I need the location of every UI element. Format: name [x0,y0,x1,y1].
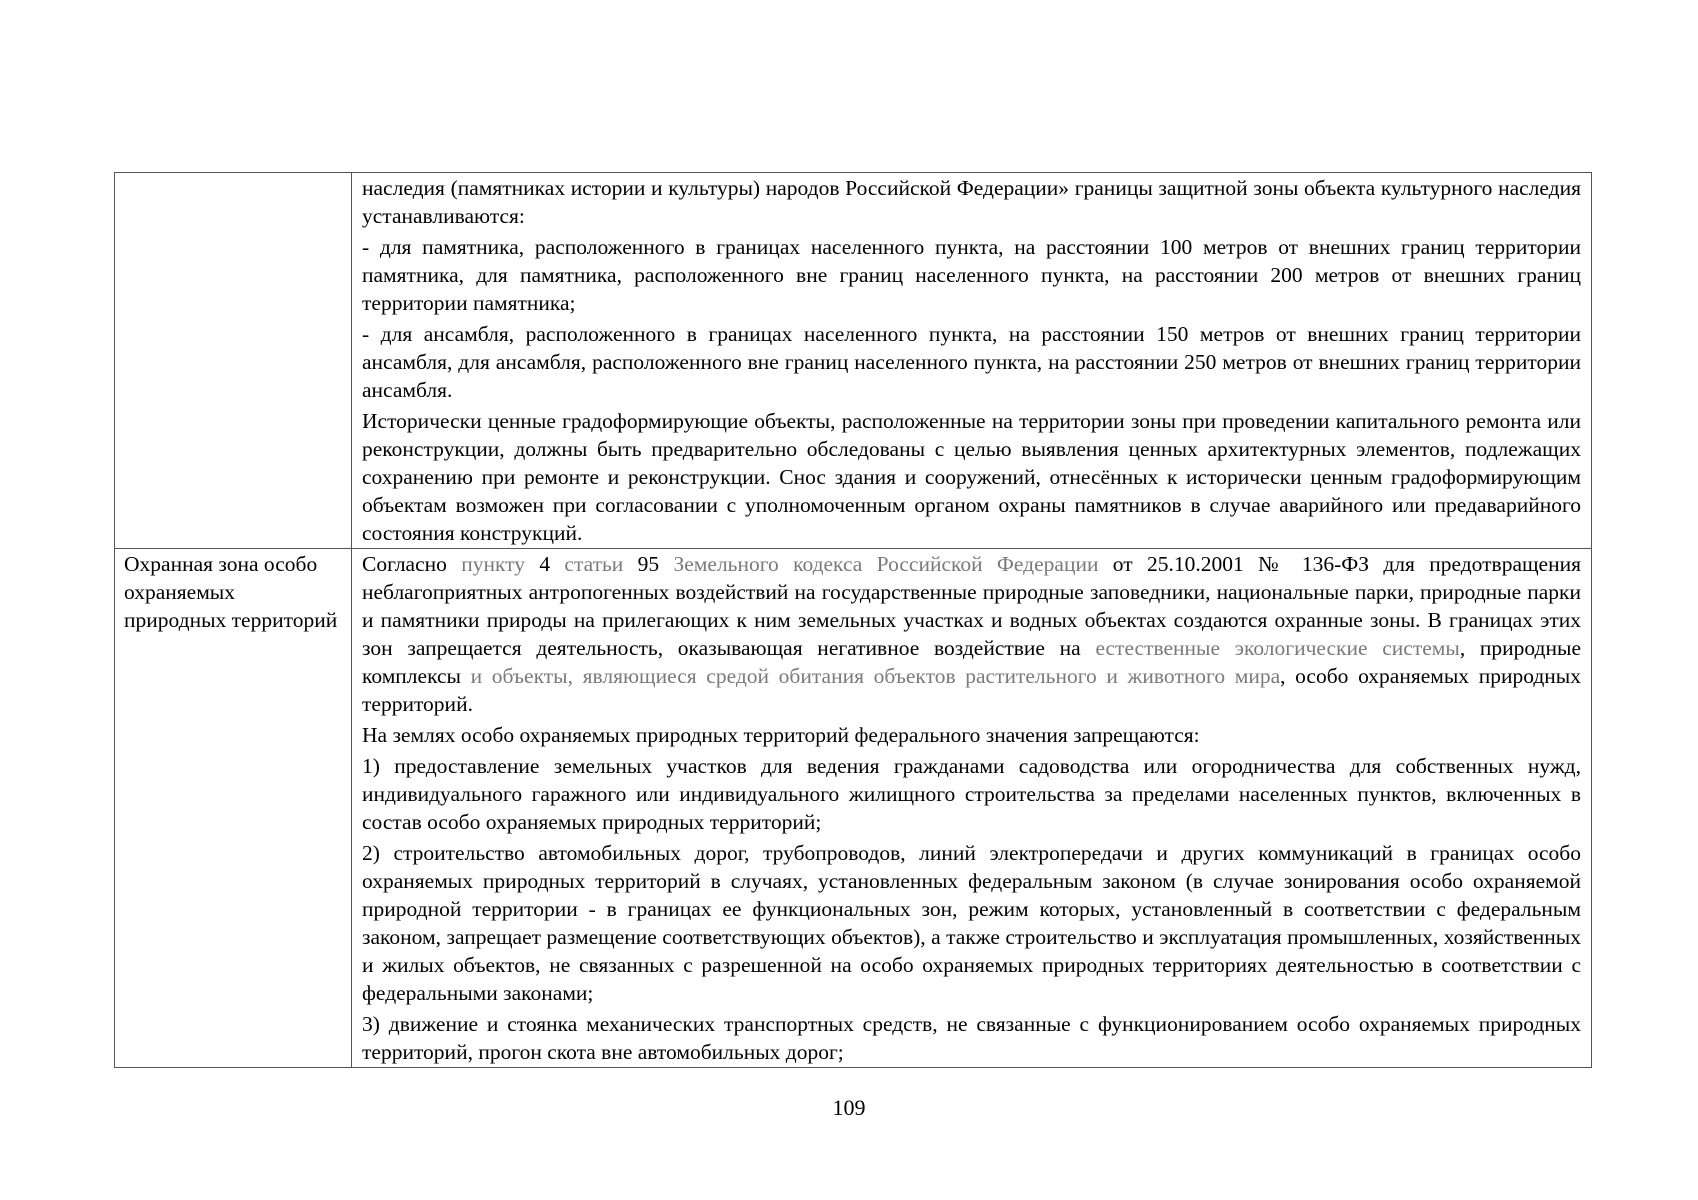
law-link-land-code[interactable]: Земельного кодекса Российской Федерации [673,552,1099,576]
text-span: 4 [525,552,565,576]
zones-table [114,172,1592,1068]
table-row [115,549,1592,1068]
paragraph: 2) строительство автомобильных дорог, трубопроводов, линий электропередачи и других коммуникаций в границах особо охраняемых природных территорий в случаях, установленных федеральным законом (в случае зонирования особо охраняемой природной территории - в границах ее функциональных зон, режим которых, установленный в соответствии с федеральным законом, запрещает размещение соответствующих объектов), а также строительство и эксплуатация промышленных, хозяйственных и жилых объектов, не связанных с разрешенной на особо охраняемых природных территориях деятельностью в соответствии с федеральными законами; [362,841,1581,1005]
law-link-point[interactable]: пункту [461,552,526,576]
paragraph: - для ансамбля, расположенного в границах населенного пункта, на расстоянии 150 метров от внешних границ территории ансамбля, для ансамбля, расположенного вне границ населенного пункта, на расстоянии 250 метров от внешних границ территории ансамбля. [362,322,1581,402]
text-span: 95 [623,552,674,576]
intro-paragraph [362,550,1581,718]
paragraph: - для памятника, расположенного в границах населенного пункта, на расстоянии 100 метров от внешних границ территории памятника, для памятника, расположенного вне границ населенного пункта, на расстоянии 200 метров от внешних границ территории памятника; [362,235,1581,315]
zone-description-cell [352,549,1592,1068]
text-span: от 25.10.2001 № 136-ФЗ для предотвращения неблагоприятных антропогенных воздействий на государственные природные заповедники, национальные парки, природные парки и памятники природы на прилегающих к ним земельных участках и водных объектах создаются охранные зоны. В границах этих зон запрещается деятельность, оказывающая негативное воздействие на [362,552,1581,660]
paragraph: 3) движение и стоянка механических транспортных средств, не связанные с функционированием особо охраняемых природных территорий, прогон скота вне автомобильных дорог; [362,1012,1581,1064]
zone-name-cell [115,173,352,549]
paragraph: Исторически ценные градоформирующие объекты, расположенные на территории зоны при проведении капитального ремонта или реконструкции, должны быть предварительно обследованы с целью выявления ценных архитектурных элементов, подлежащих сохранению при ремонте и реконструкции. Снос здания и сооружений, отнесённых к исторически ценным градоформирующим объектам возможен при согласовании с уполномоченным органом охраны памятников в случае аварийного или предаварийного состояния конструкций. [362,409,1581,545]
table-row [115,173,1592,549]
paragraph: На землях особо охраняемых природных территорий федерального значения запрещаются: [362,723,1200,747]
zone-description-cell [352,173,1592,549]
law-link-article[interactable]: статьи [564,552,624,576]
zone-name-cell: Охранная зона особо охраняемых природных территорий [115,549,352,1068]
text-span: , особо охраняемых природных территорий. [362,664,1581,716]
page-number: 109 [832,1095,866,1120]
paragraph: наследия (памятниках истории и культуры) народов Российской Федерации» границы защитной зоны объекта культурного наследия устанавливаются: [362,176,1581,228]
paragraph: 1) предоставление земельных участков для ведения гражданами садоводства или огородничества для собственных нужд, индивидуального гаражного или индивидуального жилищного строительства за пределами населенных пунктов, включенных в состав особо охраняемых природных территорий; [362,754,1581,834]
law-link-ecosystems[interactable]: естественные экологические системы [1095,636,1460,660]
text-span: Согласно [362,552,462,576]
text-span: , природные комплексы [362,636,1581,688]
law-link-objects[interactable]: и объекты, являющиеся средой обитания объектов растительного и животного мира [470,664,1281,688]
